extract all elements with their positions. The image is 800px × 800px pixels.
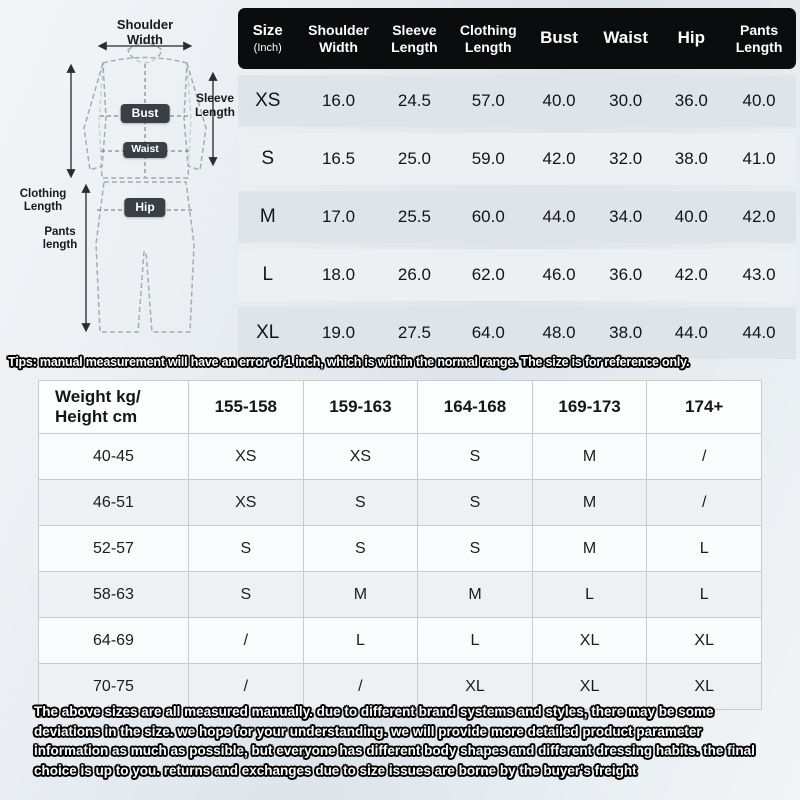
corner-weight-label: Weight kg/ bbox=[55, 386, 141, 406]
value-cell: 36.0 bbox=[661, 75, 723, 127]
value-cell: 24.5 bbox=[380, 75, 450, 127]
size-cell: XL bbox=[238, 307, 297, 359]
fit-cell: XL bbox=[647, 618, 762, 664]
fit-cell: / bbox=[647, 434, 762, 480]
garment-diagram bbox=[0, 0, 240, 352]
size-cell: S bbox=[238, 133, 297, 185]
fit-cell: XL bbox=[647, 664, 762, 710]
col-clothing-length: Clothing Length bbox=[449, 8, 527, 69]
fit-cell: / bbox=[189, 618, 304, 664]
col-height-164-168: 164-168 bbox=[418, 381, 533, 434]
size-cell: M bbox=[238, 191, 297, 243]
size-row-m bbox=[238, 191, 796, 243]
weight-cell: 70-75 bbox=[39, 664, 189, 710]
fit-cell: XL bbox=[532, 664, 647, 710]
value-cell: 16.0 bbox=[297, 75, 379, 127]
col-height-155-158: 155-158 bbox=[189, 381, 304, 434]
fit-cell: L bbox=[303, 618, 418, 664]
value-cell: 38.0 bbox=[661, 133, 723, 185]
value-cell: 32.0 bbox=[591, 133, 661, 185]
col-hip: Hip bbox=[661, 8, 723, 69]
col-size-label: Size bbox=[252, 22, 283, 40]
fit-cell: XS bbox=[303, 434, 418, 480]
value-cell: 40.0 bbox=[527, 75, 591, 127]
fit-cell: M bbox=[532, 480, 647, 526]
value-cell: 41.0 bbox=[722, 133, 796, 185]
value-cell: 40.0 bbox=[722, 75, 796, 127]
fit-cell: M bbox=[532, 526, 647, 572]
size-table-header-row bbox=[238, 8, 796, 69]
fit-cell: M bbox=[532, 434, 647, 480]
value-cell: 25.0 bbox=[380, 133, 450, 185]
weight-cell: 64-69 bbox=[39, 618, 189, 664]
weight-cell: 40-45 bbox=[39, 434, 189, 480]
col-sleeve-length: Sleeve Length bbox=[380, 8, 450, 69]
weight-cell: 46-51 bbox=[39, 480, 189, 526]
col-height-174plus: 174+ bbox=[647, 381, 762, 434]
label-bust-badge: Bust bbox=[121, 104, 170, 123]
size-row-s bbox=[238, 133, 796, 185]
label-sleeve-length: Sleeve Length bbox=[195, 91, 235, 119]
value-cell: 36.0 bbox=[591, 249, 661, 301]
fit-cell: S bbox=[189, 572, 304, 618]
fit-cell: S bbox=[418, 480, 533, 526]
garment-outline-svg bbox=[0, 0, 240, 350]
col-height-159-163: 159-163 bbox=[303, 381, 418, 434]
value-cell: 48.0 bbox=[527, 307, 591, 359]
value-cell: 19.0 bbox=[297, 307, 379, 359]
size-row-xl bbox=[238, 307, 796, 359]
fit-row bbox=[39, 572, 762, 618]
weight-cell: 52-57 bbox=[39, 526, 189, 572]
fit-row bbox=[39, 526, 762, 572]
label-waist-badge: Waist bbox=[123, 142, 167, 158]
weight-cell: 58-63 bbox=[39, 572, 189, 618]
fit-row bbox=[39, 618, 762, 664]
fit-cell: L bbox=[647, 526, 762, 572]
value-cell: 27.5 bbox=[380, 307, 450, 359]
value-cell: 59.0 bbox=[449, 133, 527, 185]
label-hip-badge: Hip bbox=[124, 198, 165, 217]
fit-cell: XL bbox=[418, 664, 533, 710]
fit-cell: M bbox=[418, 572, 533, 618]
fit-cell: / bbox=[303, 664, 418, 710]
value-cell: 34.0 bbox=[591, 191, 661, 243]
label-clothing-length: Clothing Length bbox=[19, 188, 67, 214]
value-cell: 42.0 bbox=[722, 191, 796, 243]
fit-cell: L bbox=[532, 572, 647, 618]
label-shoulder-width: Shoulder Width bbox=[116, 17, 174, 47]
value-cell: 17.0 bbox=[297, 191, 379, 243]
corner-height-label: Height cm bbox=[55, 407, 138, 426]
size-row-xs bbox=[238, 75, 796, 127]
fit-cell: S bbox=[303, 480, 418, 526]
fit-cell: S bbox=[418, 434, 533, 480]
disclaimer-text: The above sizes are all measured manually. due to different brand systems and styles, there may be some deviations in the size. we hope for your understanding. we will provide more detailed product parameter information as much as possible, but everyone has different body shapes and different dressing habits. the final choice is up to you. returns and exchanges due to size issues are borne by the buyer's freight bbox=[34, 704, 755, 778]
value-cell: 42.0 bbox=[527, 133, 591, 185]
col-height-169-173: 169-173 bbox=[532, 381, 647, 434]
col-waist: Waist bbox=[591, 8, 661, 69]
value-cell: 30.0 bbox=[591, 75, 661, 127]
fit-cell: S bbox=[189, 526, 304, 572]
fit-cell: XS bbox=[189, 434, 304, 480]
value-cell: 46.0 bbox=[527, 249, 591, 301]
fit-cell: / bbox=[189, 664, 304, 710]
value-cell: 16.5 bbox=[297, 133, 379, 185]
label-pants-length: Pants length bbox=[42, 226, 78, 252]
value-cell: 25.5 bbox=[380, 191, 450, 243]
fit-table bbox=[38, 380, 762, 710]
value-cell: 60.0 bbox=[449, 191, 527, 243]
col-bust: Bust bbox=[527, 8, 591, 69]
fit-cell: L bbox=[418, 618, 533, 664]
tips-text: Tips: manual measurement will have an error of 1 inch, which is within the normal range. The size is for reference only. bbox=[8, 355, 690, 369]
col-pants-length: Pants Length bbox=[722, 8, 796, 69]
size-row-l bbox=[238, 249, 796, 301]
fit-cell: XS bbox=[189, 480, 304, 526]
col-size bbox=[238, 8, 297, 69]
fit-cell: L bbox=[647, 572, 762, 618]
corner-header bbox=[39, 381, 189, 434]
fit-row bbox=[39, 434, 762, 480]
value-cell: 44.0 bbox=[722, 307, 796, 359]
fit-table-header-row bbox=[39, 381, 762, 434]
fit-cell: S bbox=[418, 526, 533, 572]
size-cell: XS bbox=[238, 75, 297, 127]
fit-cell: XL bbox=[532, 618, 647, 664]
fit-cell: S bbox=[303, 526, 418, 572]
value-cell: 18.0 bbox=[297, 249, 379, 301]
col-size-unit: (Inch) bbox=[253, 41, 282, 54]
value-cell: 38.0 bbox=[591, 307, 661, 359]
value-cell: 44.0 bbox=[527, 191, 591, 243]
fit-row bbox=[39, 480, 762, 526]
fit-cell: / bbox=[647, 480, 762, 526]
fit-cell: M bbox=[303, 572, 418, 618]
value-cell: 62.0 bbox=[449, 249, 527, 301]
col-shoulder-width: Shoulder Width bbox=[297, 8, 379, 69]
value-cell: 64.0 bbox=[449, 307, 527, 359]
value-cell: 57.0 bbox=[449, 75, 527, 127]
value-cell: 42.0 bbox=[661, 249, 723, 301]
value-cell: 43.0 bbox=[722, 249, 796, 301]
value-cell: 26.0 bbox=[380, 249, 450, 301]
size-table bbox=[238, 2, 796, 365]
size-cell: L bbox=[238, 249, 297, 301]
value-cell: 40.0 bbox=[661, 191, 723, 243]
value-cell: 44.0 bbox=[661, 307, 723, 359]
